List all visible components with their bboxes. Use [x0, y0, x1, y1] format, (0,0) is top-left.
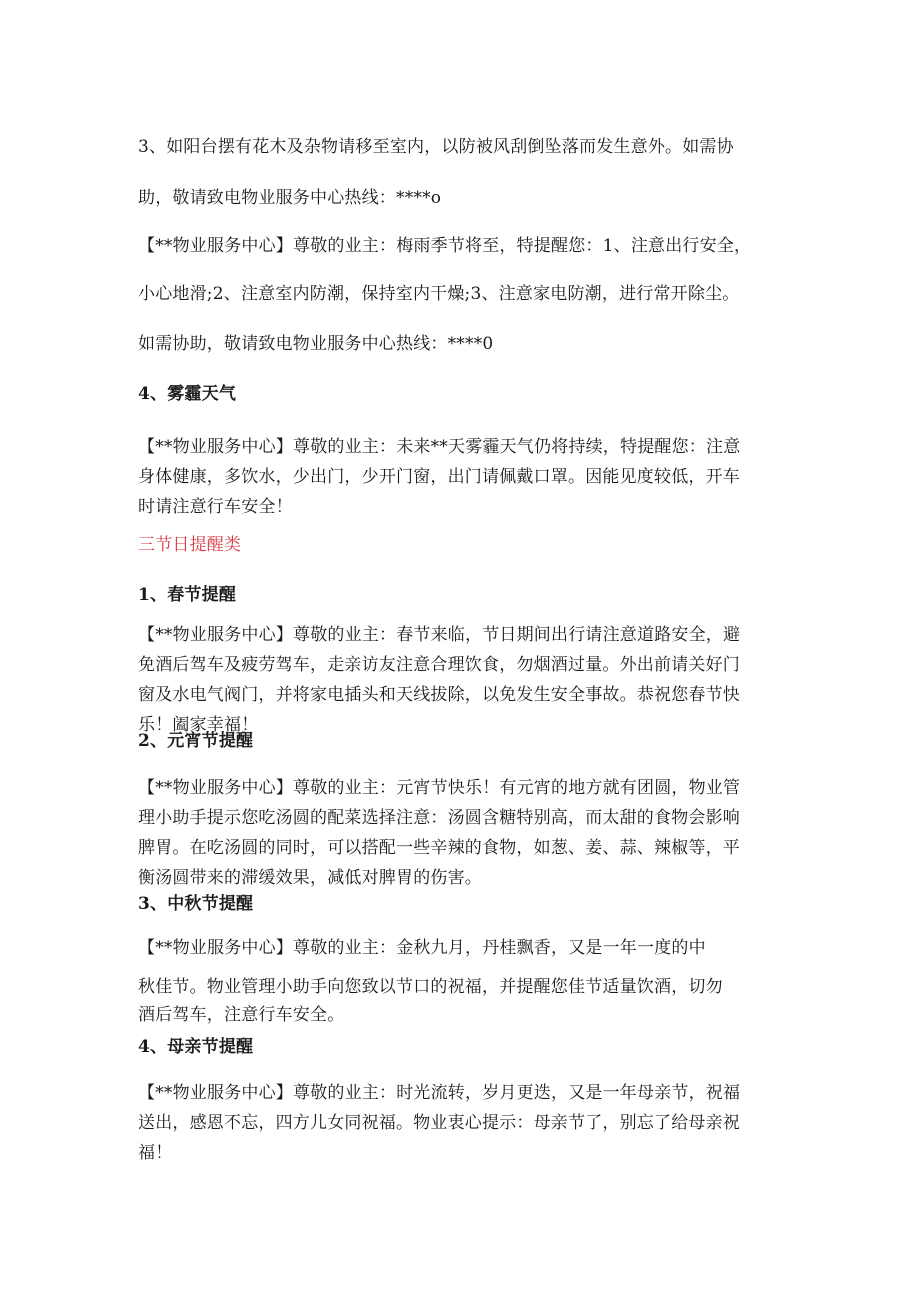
paragraph-line: 助，敬请致电物业服务中心热线：****o [138, 188, 442, 208]
paragraph-line: 乐！阖家幸福！ [138, 715, 259, 735]
paragraph-line: 身体健康，多饮水，少出门，少开门窗，出门请佩戴口罩。因能见度较低，开车 [138, 467, 740, 487]
paragraph-line: 【**物业服务中心】尊敬的业主：金秋九月，丹桂飘香，又是一年一度的中 [138, 938, 706, 958]
section-title-holiday-reminders: 三节日提醒类 [138, 535, 242, 555]
paragraph-line: 免酒后驾车及疲劳驾车，走亲访友注意合理饮食，勿烟酒过量。外出前请关好门 [138, 655, 740, 675]
paragraph-line: 【**物业服务中心】尊敬的业主：元宵节快乐！有元宵的地方就有团圆，物业管 [138, 778, 741, 798]
paragraph-line: 时请注意行车安全！ [138, 497, 293, 517]
paragraph-line: 【**物业服务中心】尊敬的业主：时光流转，岁月更迭，又是一年母亲节，祝福 [138, 1083, 741, 1103]
paragraph-line: 如需协助，敬请致电物业服务中心热线：****0 [138, 334, 494, 354]
paragraph-line: 酒后驾车，注意行车安全。 [138, 1005, 345, 1025]
paragraph-line: 窗及水电气阀门，并将家电插头和天线拔除，以免发生安全事故。恭祝您春节快 [138, 685, 740, 705]
paragraph-line: 秋佳节。物业管理小助手向您致以节口的祝福，并提醒您佳节适量饮酒，切勿 [138, 977, 723, 997]
subheading-haze-weather: 4、雾霾天气 [138, 384, 237, 404]
paragraph-line: 脾胃。在吃汤圆的同时，可以搭配一些辛辣的食物，如葱、姜、蒜、辣椒等，平 [138, 838, 740, 858]
paragraph-line: 衡汤圆带来的滞缓效果，减低对脾胃的伤害。 [138, 868, 482, 888]
subheading-lantern-festival: 2、元宵节提醒 [138, 731, 254, 751]
subheading-mothers-day: 4、母亲节提醒 [138, 1037, 254, 1057]
paragraph-line: 小心地滑;2、注意室内防潮，保持室内干燥;3、注意家电防潮，进行常开除尘。 [138, 284, 740, 304]
paragraph-line: 3、如阳台摆有花木及杂物请移至室内，以防被风刮倒坠落而发生意外。如需协 [138, 137, 734, 157]
subheading-mid-autumn-festival: 3、中秋节提醒 [138, 894, 254, 914]
paragraph-line: 理小助手提示您吃汤圆的配菜选择注意：汤圆含糖特别高，而太甜的食物会影响 [138, 808, 740, 828]
paragraph-line: 【**物业服务中心】尊敬的业主：春节来临，节日期间出行请注意道路安全，避 [138, 625, 741, 645]
paragraph-line: 送出，感恩不忘，四方儿女同祝福。物业衷心提示：母亲节了，别忘了给母亲祝 [138, 1113, 740, 1133]
paragraph-line: 【**物业服务中心】尊敬的业主：未来**天雾霾天气仍将持续，特提醒您：注意 [138, 437, 741, 457]
paragraph-line: 福！ [138, 1143, 173, 1163]
subheading-spring-festival: 1、春节提醒 [138, 585, 237, 605]
paragraph-line: 【**物业服务中心】尊敬的业主：梅雨季节将至，特提醒您：1、注意出行安全， [138, 236, 752, 256]
